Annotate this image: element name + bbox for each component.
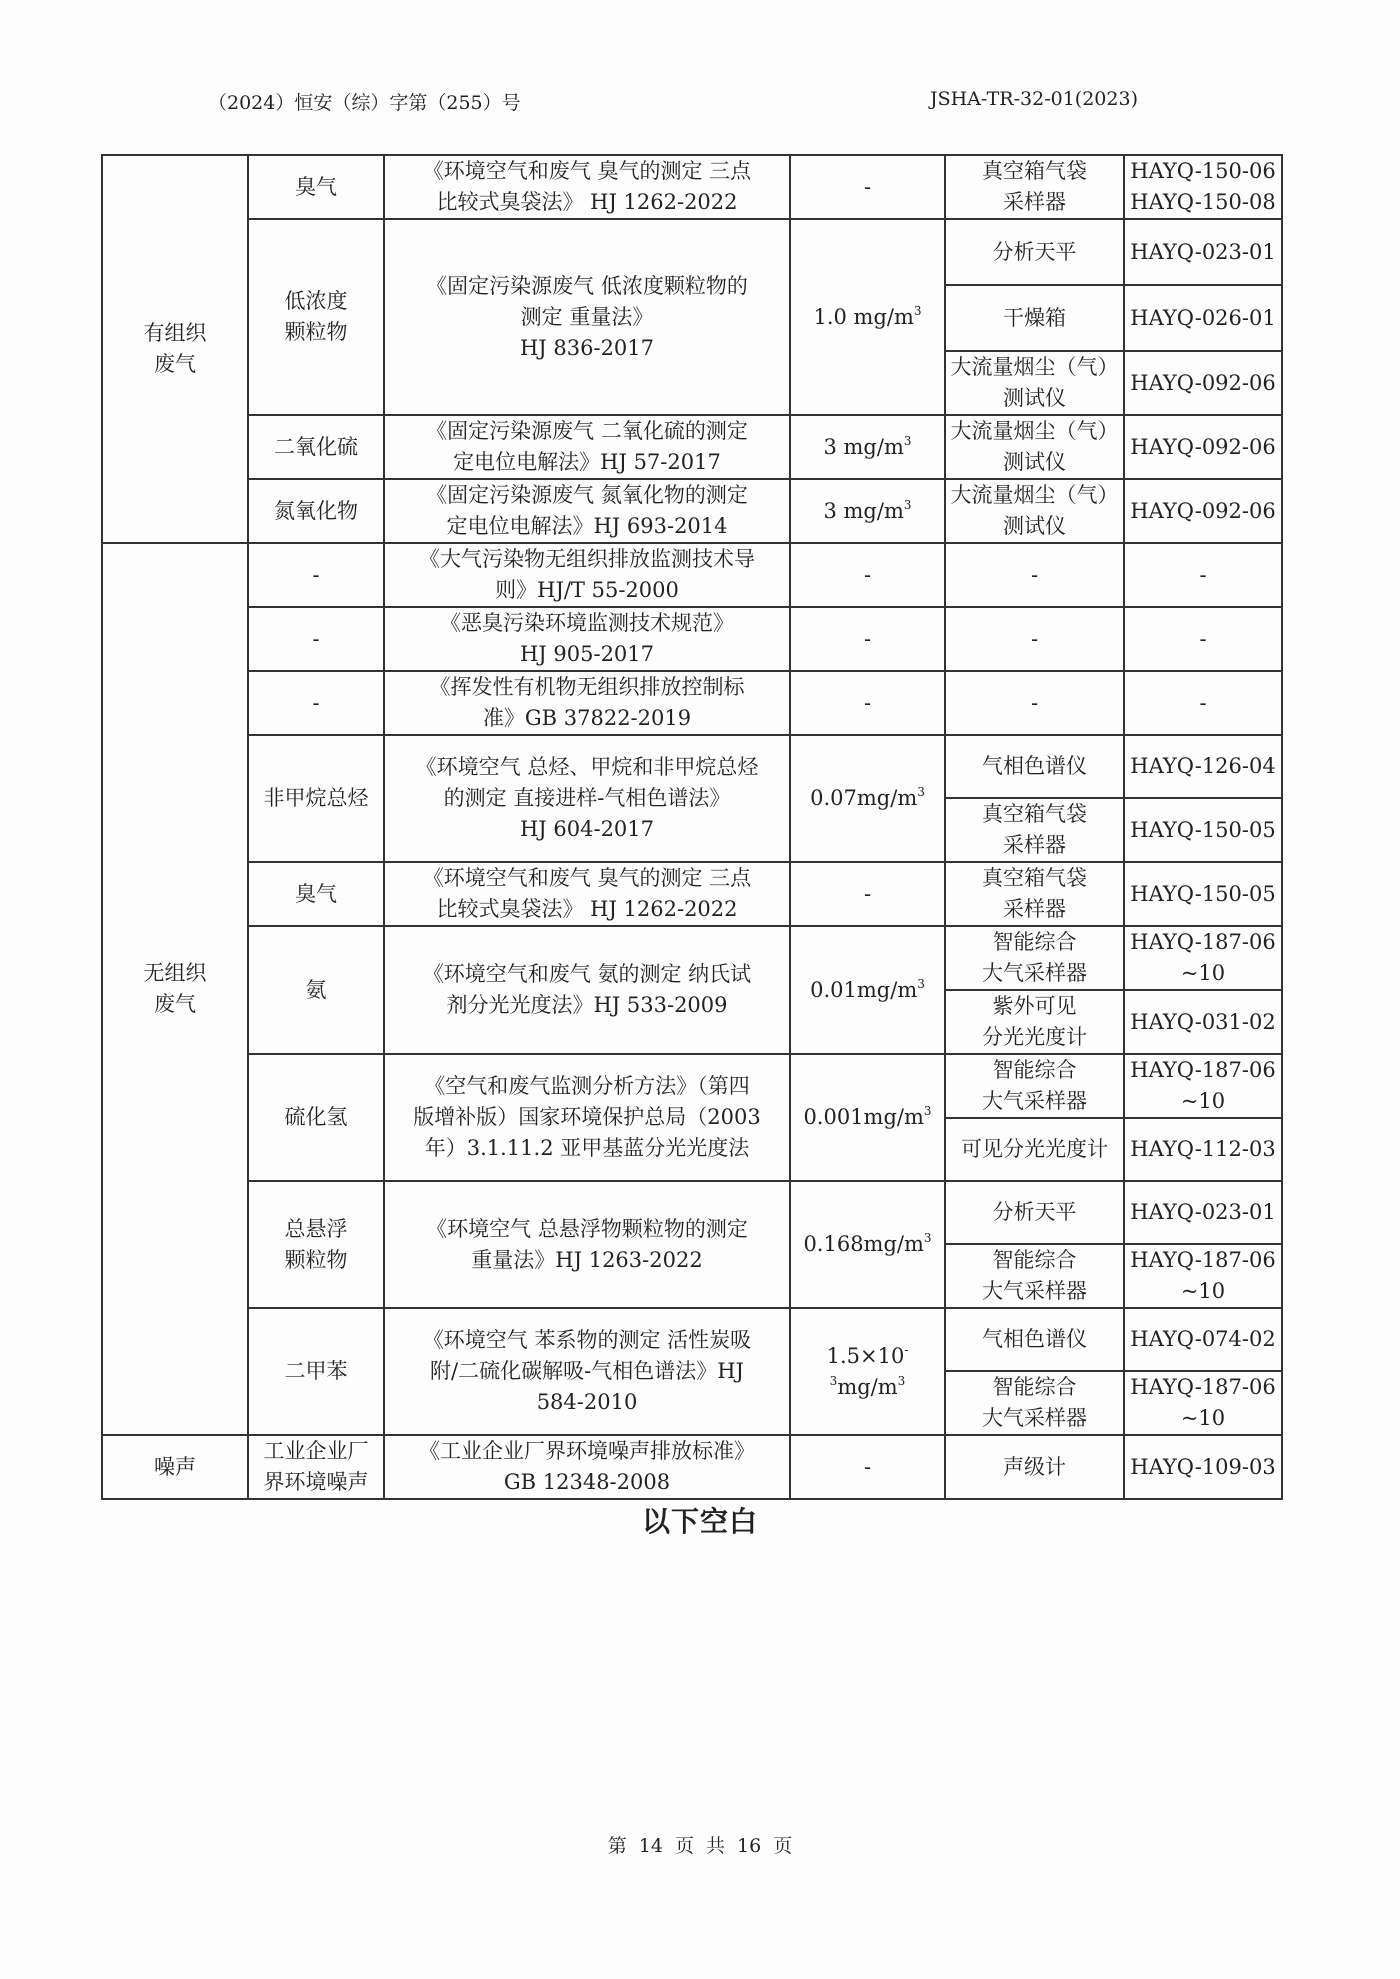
limit-cell: - <box>790 543 945 607</box>
code-cell: HAYQ-150-05 <box>1124 798 1282 862</box>
code-cell: HAYQ-187-06 ~10 <box>1124 926 1282 990</box>
table-row <box>102 543 1282 607</box>
standard-cell: 《工业企业厂界环境噪声排放标准》 GB 12348-2008 <box>384 1435 790 1499</box>
instrument-cell: 智能综合 大气采样器 <box>945 1371 1124 1435</box>
standard-cell: 《环境空气 总烃、甲烷和非甲烷总烃 的测定 直接进样-气相色谱法》 HJ 604-2017 <box>384 735 790 862</box>
instrument-cell: 大流量烟尘（气） 测试仪 <box>945 351 1124 415</box>
item-cell: 总悬浮 颗粒物 <box>248 1181 384 1308</box>
limit-cell: $0.01mg/m^3$ <box>790 926 945 1054</box>
table-row <box>102 415 1282 479</box>
limit-cell: - <box>790 155 945 219</box>
instrument-cell: 声级计 <box>945 1435 1124 1499</box>
table-row <box>102 1308 1282 1371</box>
code-cell: HAYQ-187-06 ~10 <box>1124 1244 1282 1308</box>
category-cell: 有组织 废气 <box>102 155 248 543</box>
limit-cell: 3 $mg/m^3$ <box>790 479 945 543</box>
code-cell: HAYQ-031-02 <box>1124 990 1282 1054</box>
code-cell: HAYQ-187-06 ~10 <box>1124 1054 1282 1118</box>
instrument-cell: - <box>945 543 1124 607</box>
code-cell: - <box>1124 607 1282 671</box>
instrument-cell: 可见分光光度计 <box>945 1118 1124 1181</box>
instrument-cell: 大流量烟尘（气） 测试仪 <box>945 479 1124 543</box>
item-cell: 臭气 <box>248 862 384 926</box>
instrument-cell: - <box>945 671 1124 735</box>
code-cell: HAYQ-150-05 <box>1124 862 1282 926</box>
table-row <box>102 926 1282 990</box>
table-row <box>102 155 1282 219</box>
instrument-cell: 真空箱气袋 采样器 <box>945 798 1124 862</box>
code-cell: HAYQ-074-02 <box>1124 1308 1282 1371</box>
table-row <box>102 479 1282 543</box>
limit-cell: $0.168mg/m^3$ <box>790 1181 945 1308</box>
category-cell: 无组织 废气 <box>102 543 248 1435</box>
table-row <box>102 1435 1282 1499</box>
table-row <box>102 1054 1282 1118</box>
item-cell: 工业企业厂 界环境噪声 <box>248 1435 384 1499</box>
code-cell: HAYQ-150-06 HAYQ-150-08 <box>1124 155 1282 219</box>
form-code: JSHA-TR-32-01(2023) <box>929 88 1138 110</box>
item-cell: 低浓度 颗粒物 <box>248 219 384 415</box>
limit-cell: - <box>790 671 945 735</box>
standard-cell: 《环境空气和废气 臭气的测定 三点 比较式臭袋法》 HJ 1262-2022 <box>384 155 790 219</box>
item-cell: 氨 <box>248 926 384 1054</box>
instrument-cell: 紫外可见 分光光度计 <box>945 990 1124 1054</box>
code-cell: HAYQ-092-06 <box>1124 351 1282 415</box>
standard-cell: 《环境空气 苯系物的测定 活性炭吸 附/二硫化碳解吸-气相色谱法》HJ 584-2010 <box>384 1308 790 1435</box>
standard-cell: 《环境空气和废气 氨的测定 纳氏试 剂分光光度法》HJ 533-2009 <box>384 926 790 1054</box>
code-cell: HAYQ-126-04 <box>1124 735 1282 798</box>
limit-cell: $1.5\times 10^{-3}mg/m^3$ <box>790 1308 945 1435</box>
item-cell: 二甲苯 <box>248 1308 384 1435</box>
standard-cell: 《空气和废气监测分析方法》（第四 版增补版）国家环境保护总局（2003 年）3.1.11.2 亚甲基蓝分光光度法 <box>384 1054 790 1181</box>
limit-cell: 1.0 $mg/m^3$ <box>790 219 945 415</box>
limit-cell: - <box>790 1435 945 1499</box>
instrument-cell: 智能综合 大气采样器 <box>945 1244 1124 1308</box>
standard-cell: 《环境空气和废气 臭气的测定 三点 比较式臭袋法》 HJ 1262-2022 <box>384 862 790 926</box>
item-cell: - <box>248 607 384 671</box>
instrument-cell: - <box>945 607 1124 671</box>
standard-cell: 《挥发性有机物无组织排放控制标 准》GB 37822-2019 <box>384 671 790 735</box>
code-cell: - <box>1124 543 1282 607</box>
code-cell: HAYQ-112-03 <box>1124 1118 1282 1181</box>
instrument-cell: 干燥箱 <box>945 285 1124 351</box>
table-row <box>102 607 1282 671</box>
limit-cell: - <box>790 607 945 671</box>
code-cell: HAYQ-187-06 ~10 <box>1124 1371 1282 1435</box>
end-of-content-note: 以下空白 <box>641 1505 758 1538</box>
instrument-cell: 大流量烟尘（气） 测试仪 <box>945 415 1124 479</box>
limit-cell: - <box>790 862 945 926</box>
limit-cell: $0.001mg/m^3$ <box>790 1054 945 1181</box>
standard-cell: 《固定污染源废气 氮氧化物的测定 定电位电解法》HJ 693-2014 <box>384 479 790 543</box>
instrument-cell: 气相色谱仪 <box>945 735 1124 798</box>
instrument-cell: 分析天平 <box>945 1181 1124 1244</box>
item-cell: - <box>248 543 384 607</box>
code-cell: HAYQ-109-03 <box>1124 1435 1282 1499</box>
table-row <box>102 219 1282 285</box>
monitoring-methods-table <box>101 154 1283 1500</box>
instrument-cell: 智能综合 大气采样器 <box>945 1054 1124 1118</box>
limit-cell: 3 $mg/m^3$ <box>790 415 945 479</box>
standard-cell: 《恶臭污染环境监测技术规范》 HJ 905-2017 <box>384 607 790 671</box>
code-cell: HAYQ-092-06 <box>1124 415 1282 479</box>
code-cell: - <box>1124 671 1282 735</box>
category-cell: 噪声 <box>102 1435 248 1499</box>
code-cell: HAYQ-026-01 <box>1124 285 1282 351</box>
item-cell: 二氧化硫 <box>248 415 384 479</box>
code-cell: HAYQ-023-01 <box>1124 219 1282 285</box>
item-cell: 臭气 <box>248 155 384 219</box>
instrument-cell: 真空箱气袋 采样器 <box>945 155 1124 219</box>
instrument-cell: 分析天平 <box>945 219 1124 285</box>
limit-cell: $0.07mg/m^3$ <box>790 735 945 862</box>
item-cell: 非甲烷总烃 <box>248 735 384 862</box>
instrument-cell: 气相色谱仪 <box>945 1308 1124 1371</box>
item-cell: 氮氧化物 <box>248 479 384 543</box>
code-cell: HAYQ-092-06 <box>1124 479 1282 543</box>
standard-cell: 《大气污染物无组织排放监测技术导 则》HJ/T 55-2000 <box>384 543 790 607</box>
report-number: （2024）恒安（综）字第（255）号 <box>208 92 521 114</box>
item-cell: - <box>248 671 384 735</box>
page-number: 第 14 页 共 16 页 <box>607 1835 793 1857</box>
instrument-cell: 真空箱气袋 采样器 <box>945 862 1124 926</box>
standard-cell: 《固定污染源废气 低浓度颗粒物的 测定 重量法》 HJ 836-2017 <box>384 219 790 415</box>
standard-cell: 《环境空气 总悬浮物颗粒物的测定 重量法》HJ 1263-2022 <box>384 1181 790 1308</box>
table-row <box>102 671 1282 735</box>
instrument-cell: 智能综合 大气采样器 <box>945 926 1124 990</box>
item-cell: 硫化氢 <box>248 1054 384 1181</box>
code-cell: HAYQ-023-01 <box>1124 1181 1282 1244</box>
table-row <box>102 862 1282 926</box>
table-row <box>102 735 1282 798</box>
table-row <box>102 1181 1282 1244</box>
standard-cell: 《固定污染源废气 二氧化硫的测定 定电位电解法》HJ 57-2017 <box>384 415 790 479</box>
